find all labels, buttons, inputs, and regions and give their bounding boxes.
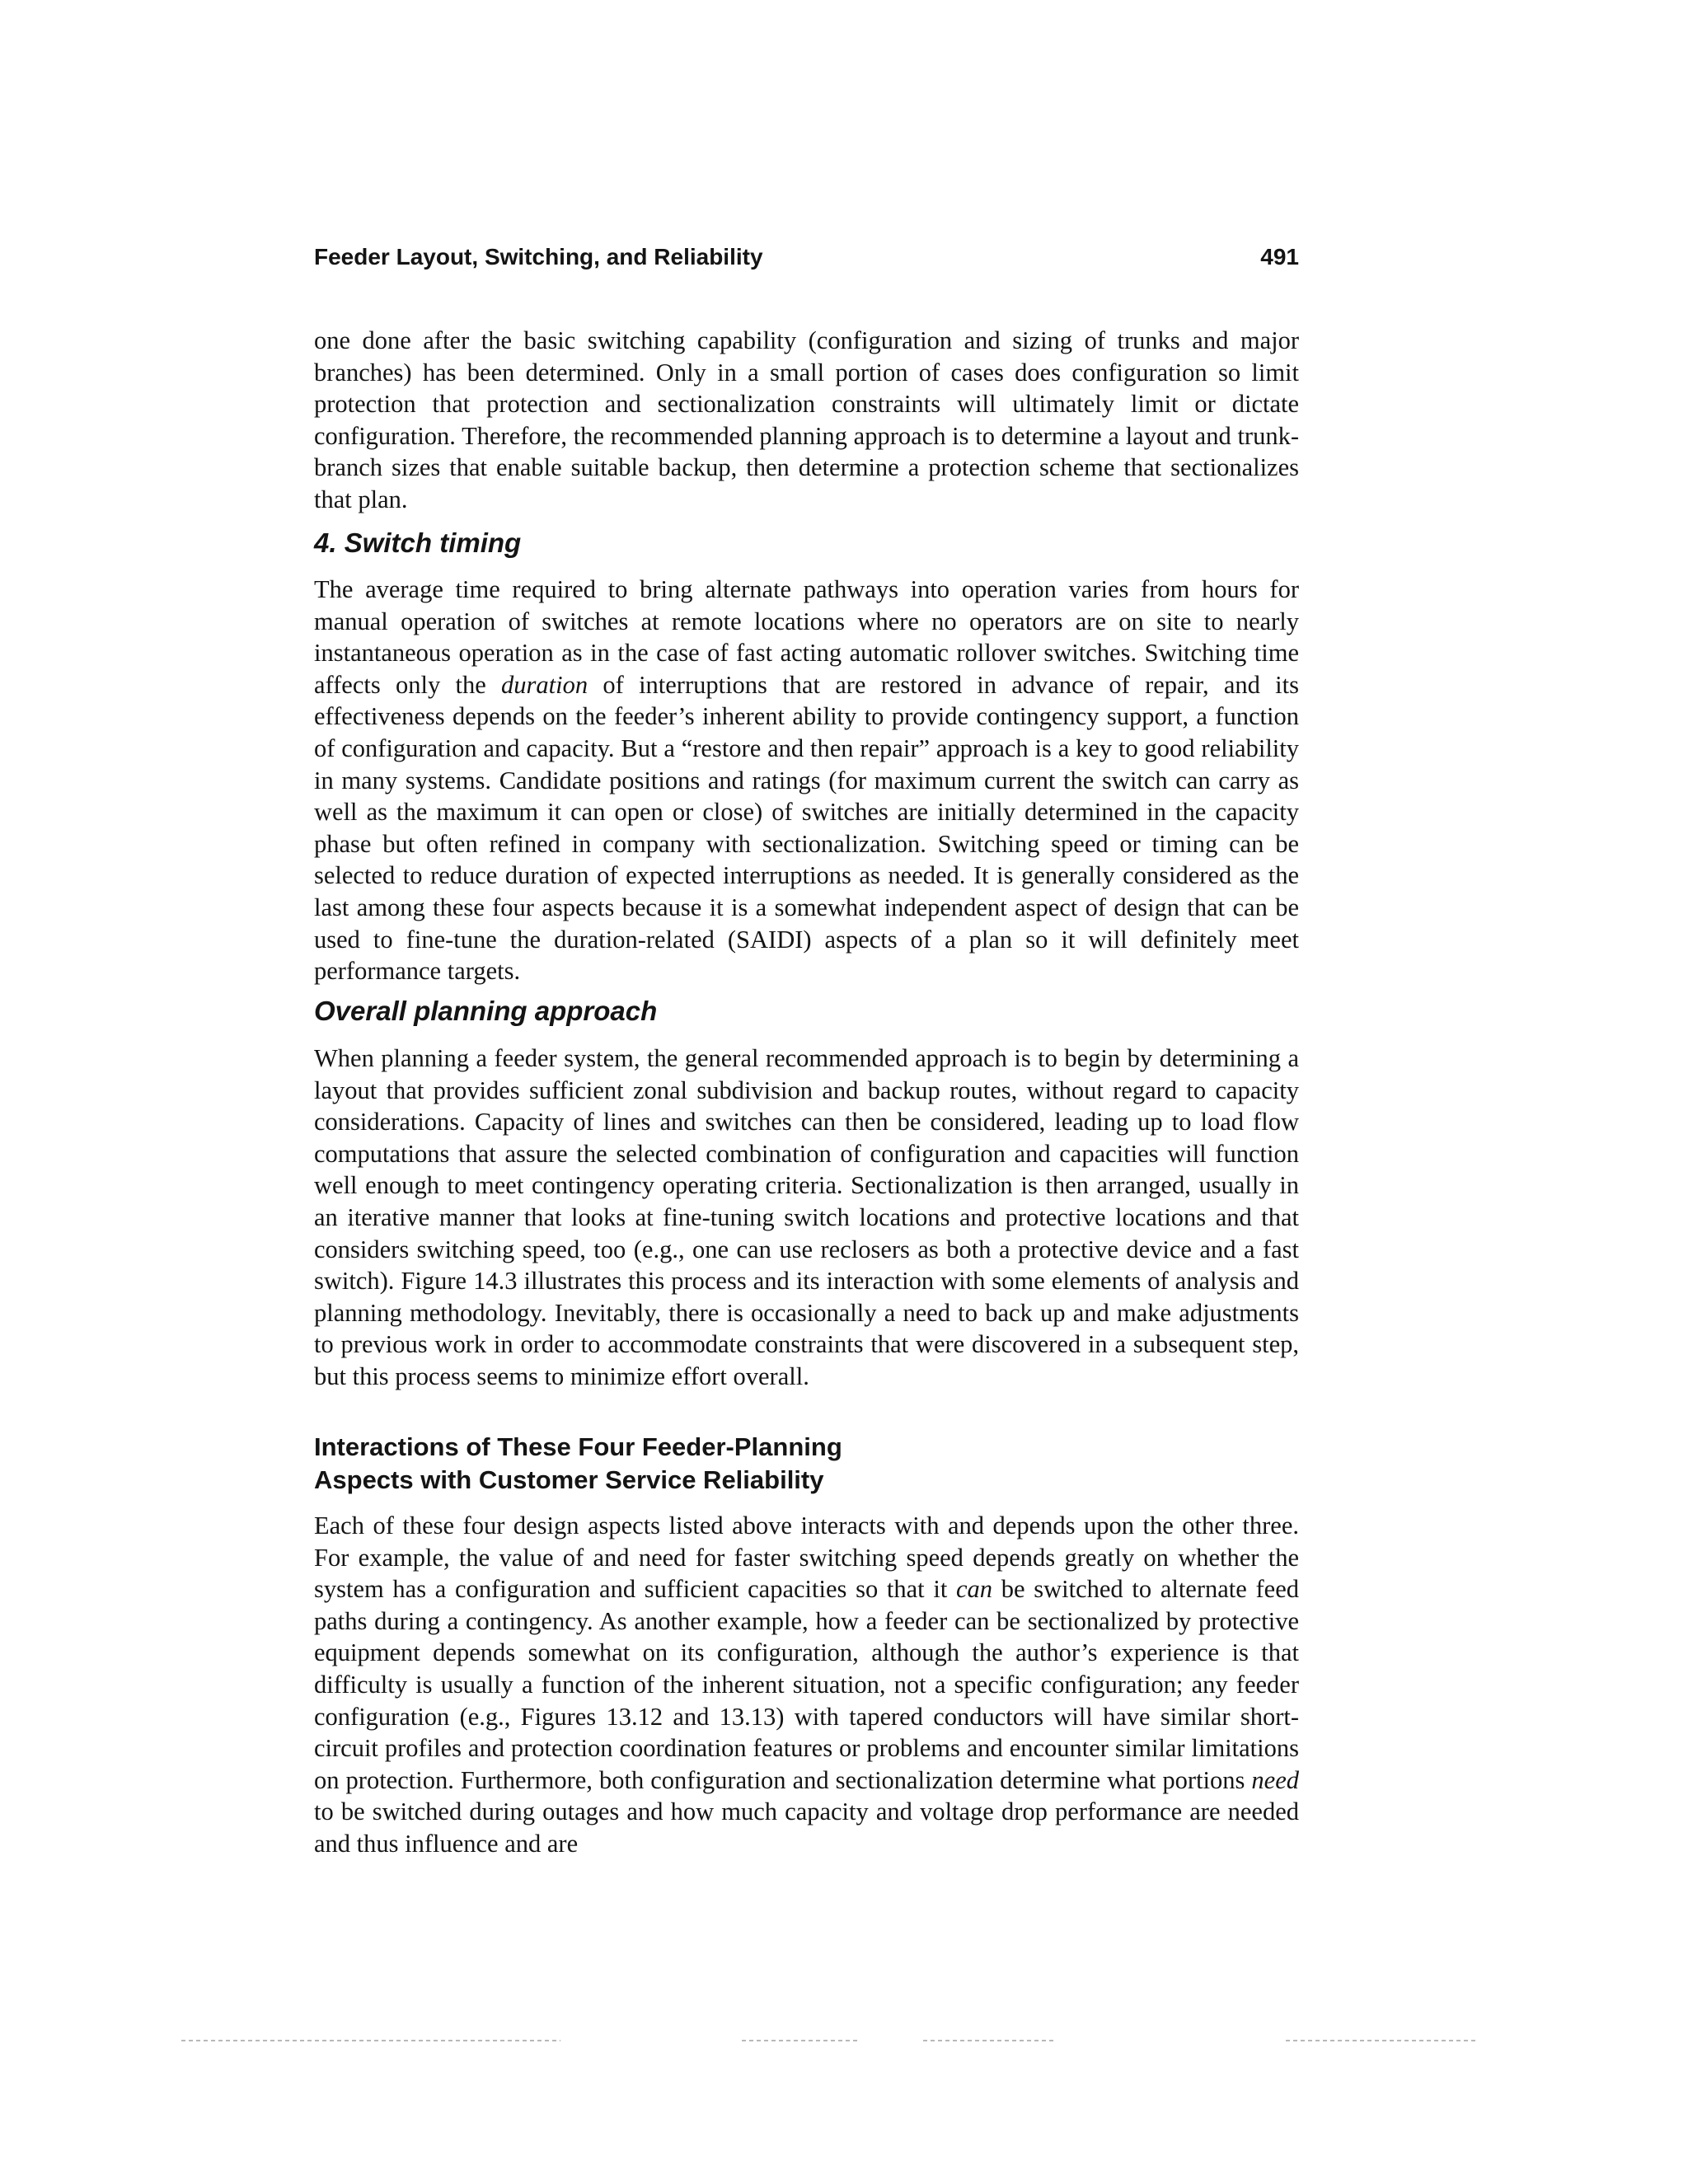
emphasis-can: can [956,1575,993,1604]
switch-timing-text-1: The average time required to bring alternate pathways into operation varies from hours for manual operation of switches at remote locations where no operators are on site to nearly instantaneous operation as in the case of fast acting automatic rollover switches. Switching time affects only the [314,575,1299,699]
scan-artifact-line [181,2038,1475,2043]
chapter-title: Feeder Layout, Switching, and Reliability [314,244,763,269]
emphasis-duration: duration [501,670,588,699]
heading-line-1: Interactions of These Four Feeder-Planning [314,1432,842,1461]
running-head [314,241,1299,274]
heading-line-2: Aspects with Customer Service Reliability [314,1465,824,1494]
switch-timing-paragraph [314,574,1299,987]
interactions-paragraph [314,1510,1299,1860]
switch-timing-text-2: of interruptions that are restored in advance of repair, and its effectiveness depends on the feeder’s inherent ability to provide contingency support, a function of configuration and capacity. But a “restore and then repair” approach is a key to good reliability in many systems. Candidate positions and ratings (for maximum current the switch can carry as well as the maximum it can open or close) of switches are initially determined in the capacity phase but often refined in company with sectionalization. Switching speed or timing can be selected to reduce duration of expected interruptions as needed. It is generally considered as the last among these four aspects because it is a somewhat independent aspect of design that can be used to fine-tune the duration-related (SAIDI) aspects of a plan so it will definitely meet performance targets. [314,670,1300,986]
section-heading-interactions [314,1431,1299,1497]
section-heading-overall-planning: Overall planning approach [314,996,658,1026]
intro-paragraph: one done after the basic switching capability (configuration and sizing of trunks and major branches) has been determined. Only in a small portion of cases does configuration so limit protection that protection and sectionalization constraints will ultimately limit or dictate configuration. Therefore, the recommended planning approach is to determine a layout and trunk-branch sizes that enable suitable backup, then determine a protection scheme that sectionalizes that plan. [314,326,1299,513]
interactions-text-2: be switched to alternate feed paths during a contingency. As another example, how a feeder can be sectionalized by protective equipment depends somewhat on its configuration, although the author’s experience is that difficulty is usually a function of the inherent situation, not a specific configuration; any feeder configuration (e.g., Figures 13.12 and 13.13) with tapered conductors will have similar short-circuit profiles and protection coordination features or problems and encounter similar limitations on protection. Furthermore, both configuration and sectionalization determine what portions [314,1575,1299,1794]
page-number: 491 [1260,244,1299,269]
emphasis-need: need [1251,1765,1299,1794]
interactions-text-1: Each of these four design aspects listed above interacts with and depends upon the other three. For example, the value of and need for faster switching speed depends greatly on whether the system has a configuration and sufficient capacities so that it [314,1511,1299,1604]
section-heading-switch-timing: 4. Switch timing [314,527,522,558]
overall-planning-paragraph: When planning a feeder system, the general recommended approach is to begin by determining a layout that provides sufficient zonal subdivision and backup routes, without regard to capacity considerations. Capacity of lines and switches can then be considered, leading up to load flow computations that assure the selected combination of configuration and capacities will function well enough to meet contingency operating criteria. Sectionalization is then arranged, usually in an iterative manner that looks at fine-tuning switch locations and protective locations and that considers switching speed, too (e.g., one can use reclosers as both a protective device and a fast switch). Figure 14.3 illustrates this process and its interaction with some elements of analysis and planning methodology. Inevitably, there is occasionally a need to back up and make adjustments to previous work in order to accommodate constraints that were discovered in a subsequent step, but this process seems to minimize effort overall. [314,1044,1299,1390]
interactions-text-3: to be switched during outages and how much capacity and voltage drop performance are needed and thus influence and are [314,1797,1299,1858]
